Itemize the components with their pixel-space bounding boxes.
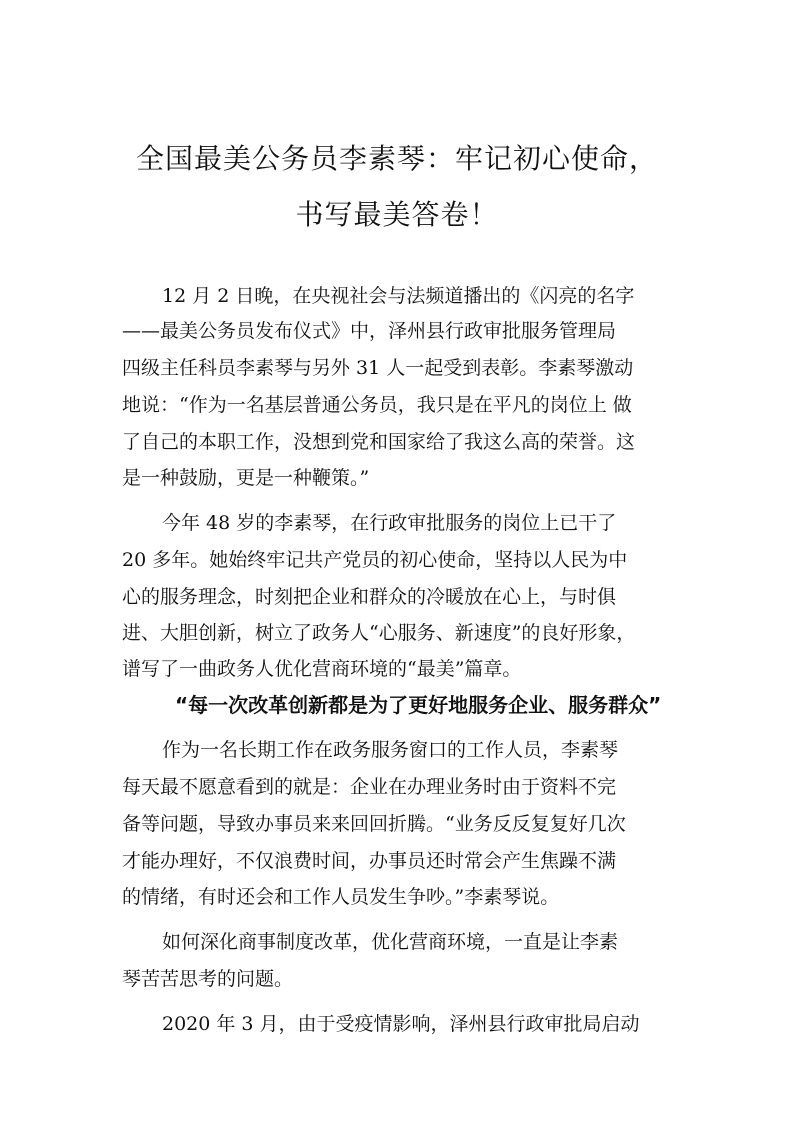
paragraph-3-line-4: 才能办理好，不仅浪费时间，办事员还时常会产生焦躁不满 (122, 850, 617, 872)
paragraph-2-line-4: 进、大胆创新，树立了政务人“心服务、新速度”的良好形象， (122, 622, 636, 644)
paragraph-2-line-2: 20 多年。她始终牢记共产党员的初心使命，坚持以人民为中 (122, 549, 628, 571)
paragraph-1-line-2: ——最美公务员发布仪式》中，泽州县行政审批服务管理局 (122, 320, 617, 342)
paragraph-5-line-1: 2020 年 3 月，由于受疫情影响，泽州县行政审批局启动 (162, 1013, 640, 1035)
paragraph-3-line-3: 备等问题，导致办事员来来回回折腾。“业务反反复复好几次 (122, 813, 626, 835)
paragraph-1-line-3: 四级主任科员李素琴与另外 31 人一起受到表彰。李素琴激动 (122, 357, 634, 379)
page-title-line-1: 全国最美公务员李素琴：牢记初心使命， (135, 142, 658, 175)
paragraph-3-line-5: 的情绪，有时还会和工作人员发生争吵。”李素琴说。 (122, 886, 560, 908)
paragraph-2-line-5: 谱写了一曲政务人优化营商环境的“最美”篇章。 (122, 658, 522, 680)
paragraph-4-line-1: 如何深化商事制度改革，优化营商环境，一直是让李素 (162, 931, 619, 953)
paragraph-1-line-4: 地说：“作为一名基层普通公务员，我只是在平凡的岗位上 做 (122, 394, 632, 416)
paragraph-3-line-2: 每天最不愿意看到的就是：企业在办理业务时由于资料不完 (122, 776, 617, 798)
paragraph-2-line-3: 心的服务理念，时刻把企业和群众的冷暖放在心上，与时俱 (122, 586, 617, 608)
paragraph-2-line-1: 今年 48 岁的李素琴，在行政审批服务的岗位上已干了 (162, 512, 617, 534)
paragraph-4-line-2: 琴苦苦思考的问题。 (122, 968, 294, 990)
paragraph-1-line-5: 了自己的本职工作，没想到党和国家给了我这么高的荣誉。这 (122, 431, 636, 453)
paragraph-1-line-6: 是一种鼓励，更是一种鞭策。” (122, 467, 370, 489)
paragraph-1-line-1: 12 月 2 日晚，在央视社会与法频道播出的《闪亮的名字 (162, 285, 635, 307)
paragraph-3-line-1: 作为一名长期工作在政务服务窗口的工作人员，李素琴 (162, 739, 619, 761)
section-heading: “每一次改革创新都是为了更好地服务企业、服务群众” (175, 693, 662, 717)
page-title-line-2: 书写最美答卷！ (295, 198, 499, 231)
